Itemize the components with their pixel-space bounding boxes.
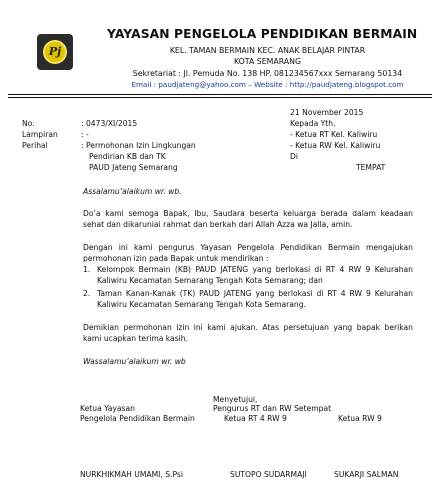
letterhead-divider-thin: [8, 97, 432, 98]
signer-title-rw: Ketua RW 9: [338, 414, 382, 423]
body-paragraph-1: Do’a kami semoga Bapak, Ibu, Saudara beserta keluarga berada dalam keadaan sehat dan dikaruniai rahmat dan berkah dari Allah Azza wa Jalla, amin.: [83, 209, 413, 229]
letterhead-address-line-3: Sekretariat : Jl. Pemuda No. 138 HP. 081234567xxx Semarang 50134: [132, 69, 403, 78]
signer-org: Pengelola Pendidikan Bermain: [80, 414, 195, 423]
signer-name-foundation: NURKHIKMAH UMAMI, S.Psi: [80, 470, 183, 479]
signer-name-rw: SUKARJI SALMAN: [334, 470, 399, 479]
recipient-rt: - Ketua RT Kel. Kaliwiru: [290, 130, 378, 139]
list-item: Taman Kanan-Kanak (TK) PAUD JATENG yang berlokasi di RT 4 RW 9 Kelurahan Kaliwiru Kecamatan Semarang Tengah Kota Semarang.: [97, 289, 413, 309]
subject-value-line-2: Pendirian KB dan TK: [89, 152, 166, 161]
signer-title-rt-rw: Pengurus RT dan RW Setempat: [213, 404, 332, 413]
recipient-greeting: Kepada Yth.: [290, 119, 336, 128]
attachment-value: : -: [81, 130, 89, 139]
letter-date: 21 November 2015: [290, 108, 364, 117]
letterhead-address-line-2: KOTA SEMARANG: [233, 57, 302, 66]
letterhead-contact-line: Email : paudjateng@yahoo.com – Website : http://paudjateng.blogspot.com: [131, 80, 404, 89]
number-value: : 0473/XI/2015: [81, 119, 138, 128]
list-item: Kelompok Bermain (KB) PAUD JATENG yang berlokasi di RT 4 RW 9 Kelurahan Kaliwiru Kecamatan Semarang Tengah Kota Semarang; dan: [97, 265, 413, 285]
opening-greeting: Assalamu’alaikum wr. wb.: [83, 187, 182, 196]
organization-logo: [37, 34, 73, 70]
recipient-place: TEMPAT: [356, 163, 386, 172]
subject-label: Perihal: [22, 141, 48, 150]
letterhead-divider: [8, 94, 432, 95]
logo-emblem: [43, 40, 67, 64]
closing-greeting: Wassalamu’alaikum wr. wb: [83, 357, 186, 366]
body-paragraph-2: Dengan ini kami pengurus Yayasan Pengelola Pendidikan Bermain mengajukan permohonan izin pada Bapak untuk mendirikan :: [83, 243, 413, 263]
approval-label: Menyetujui,: [213, 395, 258, 404]
signer-name-rt: SUTOPO SUDARMAJI: [230, 470, 307, 479]
signer-title-rt: Ketua RT 4 RW 9: [224, 414, 287, 423]
attachment-label: Lampiran: [22, 130, 58, 139]
body-paragraph-3: Demikian permohonan izin ini kami ajukan. Atas persetujuan yang bapak berikan kami ucapkan terima kasih.: [83, 323, 413, 343]
number-label: No.: [22, 119, 35, 128]
list-item-number: 1.: [83, 265, 91, 274]
subject-value-line-1: : Permohonan Izin Lingkungan: [81, 141, 196, 150]
letterhead-address-line-1: KEL. TAMAN BERMAIN KEC. ANAK BELAJAR PINTAR: [169, 46, 366, 55]
signer-title-foundation: Ketua Yayasan: [80, 404, 135, 413]
organization-name: YAYASAN PENGELOLA PENDIDIKAN BERMAIN: [107, 27, 418, 41]
recipient-di: Di: [290, 152, 298, 161]
recipient-rw: - Ketua RW Kel. Kaliwiru: [290, 141, 381, 150]
list-item-number: 2.: [83, 289, 91, 298]
logo-lettering: Pj: [48, 45, 62, 58]
subject-value-line-3: PAUD Jateng Semarang: [89, 163, 178, 172]
